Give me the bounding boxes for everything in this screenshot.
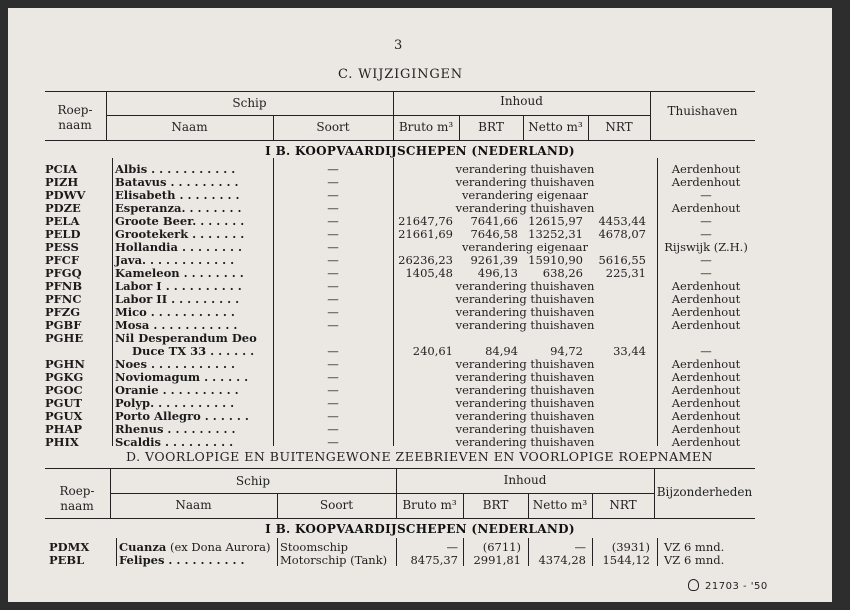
ship-type: —: [327, 292, 339, 306]
header-netto-d: Netto m³: [532, 498, 588, 512]
home-port: Aerdenhout: [671, 422, 741, 436]
ship-type: —: [327, 240, 339, 254]
call-sign: PGUT: [45, 396, 83, 410]
ship-name: Felipes . . . . . . . . . .: [119, 553, 245, 567]
home-port: Aerdenhout: [671, 435, 741, 449]
page-number: 3: [394, 38, 403, 53]
ship-name: Porto Allegro . . . . . .: [115, 409, 249, 423]
call-sign: PDZE: [45, 201, 81, 215]
ship-type: —: [327, 266, 339, 280]
section-c-subheading: I B. KOOPVAARDIJSCHEPEN (NEDERLAND): [265, 144, 575, 158]
call-sign: PELD: [45, 227, 81, 241]
change-note: verandering eigenaar: [461, 188, 589, 202]
netto-value: —: [574, 540, 586, 554]
ship-type: —: [327, 305, 339, 319]
home-port: Rijswijk (Z.H.): [664, 240, 748, 254]
ship-name: Cuanza (ex Dona Aurora): [119, 540, 271, 554]
call-sign: PIZH: [45, 175, 79, 189]
call-sign: PFGQ: [45, 266, 82, 280]
ship-type: —: [327, 344, 339, 358]
brt-value: 2991,81: [473, 553, 521, 567]
ship-type: Stoomschip: [280, 540, 349, 554]
ship-type: Motorschip (Tank): [280, 553, 388, 567]
home-port: Aerdenhout: [671, 383, 741, 397]
header-naam-d: Naam: [175, 498, 212, 512]
call-sign: PDMX: [49, 540, 90, 554]
ship-type: —: [327, 370, 339, 384]
netto-value: 13252,31: [528, 227, 583, 241]
change-note: verandering thuishaven: [455, 383, 595, 397]
home-port: —: [700, 266, 712, 280]
header-inhoud: Inhoud: [500, 94, 543, 108]
call-sign: PFNB: [45, 279, 83, 293]
change-note: verandering thuishaven: [455, 357, 595, 371]
home-port: —: [700, 253, 712, 267]
header-bruto-d: Bruto m³: [402, 498, 457, 512]
brt-value: (6711): [482, 540, 521, 554]
header-brt: BRT: [478, 120, 504, 134]
home-port: —: [700, 188, 712, 202]
ship-name: Labor I . . . . . . . . . .: [115, 279, 242, 293]
netto-value: 638,26: [542, 266, 583, 280]
nrt-value: 1544,12: [602, 553, 650, 567]
call-sign: PGHE: [45, 331, 84, 345]
bruto-value: 8475,37: [410, 553, 458, 567]
netto-value: 4374,28: [538, 553, 586, 567]
change-note: verandering thuishaven: [455, 435, 595, 449]
ship-name: Noviomagum . . . . . .: [115, 370, 249, 384]
brt-value: 7646,58: [470, 227, 518, 241]
ship-name: Elisabeth . . . . . . . .: [115, 188, 240, 202]
call-sign: PCIA: [45, 162, 78, 176]
ship-type: —: [327, 214, 339, 228]
ship-name: Nil Desperandum Deo: [115, 331, 257, 345]
ship-type: —: [327, 279, 339, 293]
change-note: verandering eigenaar: [461, 240, 589, 254]
ship-name: Labor II . . . . . . . . .: [115, 292, 240, 306]
home-port: Aerdenhout: [671, 201, 741, 215]
home-port: Aerdenhout: [671, 305, 741, 319]
netto-value: 12615,97: [528, 214, 583, 228]
ship-name: Esperanza. . . . . . . .: [115, 201, 242, 215]
change-note: verandering thuishaven: [455, 396, 595, 410]
ship-type: —: [327, 253, 339, 267]
nrt-value: 5616,55: [598, 253, 646, 267]
call-sign: PFZG: [45, 305, 81, 319]
ship-type: —: [327, 162, 339, 176]
home-port: —: [700, 214, 712, 228]
home-port: —: [700, 344, 712, 358]
ship-name: Kameleon . . . . . . . .: [115, 266, 244, 280]
netto-value: 15910,90: [528, 253, 583, 267]
nrt-value: 4678,07: [598, 227, 646, 241]
call-sign: PFNC: [45, 292, 82, 306]
bruto-value: —: [446, 540, 458, 554]
remarks: VZ 6 mnd.: [664, 540, 725, 554]
ship-type: —: [327, 409, 339, 423]
call-sign: PELA: [45, 214, 80, 228]
change-note: verandering thuishaven: [455, 162, 595, 176]
header-nrt-d: NRT: [609, 498, 637, 512]
ship-type: —: [327, 227, 339, 241]
nrt-value: 4453,44: [598, 214, 646, 228]
home-port: Aerdenhout: [671, 370, 741, 384]
brt-value: 496,13: [477, 266, 518, 280]
document-page: [8, 8, 832, 602]
ship-name: Albis . . . . . . . . . . .: [115, 162, 236, 176]
header-schip: Schip: [232, 96, 267, 110]
ship-type: —: [327, 396, 339, 410]
ship-name: Groote Beer. . . . . . .: [115, 214, 245, 228]
header-netto: Netto m³: [528, 120, 583, 134]
printer-logo-icon: [688, 579, 699, 591]
bruto-value: 1405,48: [405, 266, 453, 280]
call-sign: PHIX: [45, 435, 79, 449]
change-note: verandering thuishaven: [455, 318, 595, 332]
change-note: verandering thuishaven: [455, 422, 595, 436]
call-sign: PHAP: [45, 422, 83, 436]
ship-name: Grootekerk . . . . . . .: [115, 227, 245, 241]
ship-name: Mico . . . . . . . . . . .: [115, 305, 235, 319]
change-note: verandering thuishaven: [455, 370, 595, 384]
ship-name: Mosa . . . . . . . . . . .: [115, 318, 238, 332]
brt-value: 9261,39: [470, 253, 518, 267]
home-port: Aerdenhout: [671, 279, 741, 293]
home-port: Aerdenhout: [671, 162, 741, 176]
change-note: verandering thuishaven: [455, 279, 595, 293]
home-port: Aerdenhout: [671, 292, 741, 306]
header-inhoud-d: Inhoud: [503, 473, 547, 487]
header-soort: Soort: [316, 120, 350, 134]
nrt-value: 33,44: [613, 344, 646, 358]
header-bruto: Bruto m³: [398, 120, 454, 134]
ship-name: Hollandia . . . . . . . .: [115, 240, 243, 254]
header-bijzonderheden: Bijzonderheden: [656, 485, 753, 499]
section-d-subheading: I B. KOOPVAARDIJSCHEPEN (NEDERLAND): [265, 522, 575, 536]
call-sign: PESS: [45, 240, 79, 254]
ship-name: Scaldis . . . . . . . . .: [115, 435, 234, 449]
home-port: Aerdenhout: [671, 409, 741, 423]
change-note: verandering thuishaven: [455, 305, 595, 319]
bruto-value: 26236,23: [398, 253, 453, 267]
section-d-title: D. VOORLOPIGE EN BUITENGEWONE ZEEBRIEVEN EN VOORLOPIGE ROEPNAMEN: [126, 449, 713, 464]
netto-value: 94,72: [550, 344, 583, 358]
nrt-value: 225,31: [605, 266, 646, 280]
call-sign: PEBL: [49, 553, 85, 567]
section-c-title: C. WIJZIGINGEN: [338, 67, 463, 82]
ship-type: —: [327, 318, 339, 332]
brt-value: 84,94: [485, 344, 518, 358]
ship-name: Polyp. . . . . . . . . . .: [115, 396, 235, 410]
header-roepnaam-d: Roep- naam: [59, 484, 95, 513]
home-port: Aerdenhout: [671, 318, 741, 332]
call-sign: PGKG: [45, 370, 84, 384]
ship-type: —: [327, 201, 339, 215]
ship-type: —: [327, 422, 339, 436]
bruto-value: 240,61: [412, 344, 453, 358]
ship-name: Java. . . . . . . . . . . .: [115, 253, 235, 267]
header-naam: Naam: [171, 120, 208, 134]
header-nrt: NRT: [605, 120, 633, 134]
header-roepnaam: Roep- naam: [57, 103, 93, 132]
ship-type: —: [327, 175, 339, 189]
ship-type: —: [327, 435, 339, 449]
brt-value: 7641,66: [470, 214, 518, 228]
ship-name: Rhenus . . . . . . . . .: [115, 422, 236, 436]
remarks: VZ 6 mnd.: [664, 553, 725, 567]
footer-mark: [688, 579, 768, 592]
change-note: verandering thuishaven: [455, 409, 595, 423]
call-sign: PGBF: [45, 318, 82, 332]
change-note: verandering thuishaven: [455, 201, 595, 215]
header-soort-d: Soort: [319, 498, 354, 512]
bruto-value: 21661,69: [398, 227, 453, 241]
ship-type: —: [327, 383, 339, 397]
call-sign: PDWV: [45, 188, 86, 202]
call-sign: PGUX: [45, 409, 83, 423]
call-sign: PGOC: [45, 383, 83, 397]
ship-type: —: [327, 357, 339, 371]
ship-name: Batavus . . . . . . . . .: [115, 175, 239, 189]
ship-name: Noes . . . . . . . . . . .: [115, 357, 236, 371]
ship-name: Oranie . . . . . . . . . .: [115, 383, 239, 397]
call-sign: PFCF: [45, 253, 80, 267]
nrt-value: (3931): [611, 540, 650, 554]
ship-name-cont: Duce TX 33 . . . . . .: [132, 344, 255, 358]
header-schip-d: Schip: [235, 474, 271, 488]
header-brt-d: BRT: [482, 498, 509, 512]
header-thuishaven: Thuishaven: [667, 104, 738, 118]
bruto-value: 21647,76: [398, 214, 453, 228]
change-note: verandering thuishaven: [455, 292, 595, 306]
call-sign: PGHN: [45, 357, 85, 371]
footer-code: 21703 - '50: [705, 581, 768, 592]
change-note: verandering thuishaven: [455, 175, 595, 189]
home-port: Aerdenhout: [671, 175, 741, 189]
ship-type: —: [327, 188, 339, 202]
home-port: Aerdenhout: [671, 396, 741, 410]
home-port: —: [700, 227, 712, 241]
home-port: Aerdenhout: [671, 357, 741, 371]
ship-name-extra: (ex Dona Aurora): [166, 540, 271, 554]
